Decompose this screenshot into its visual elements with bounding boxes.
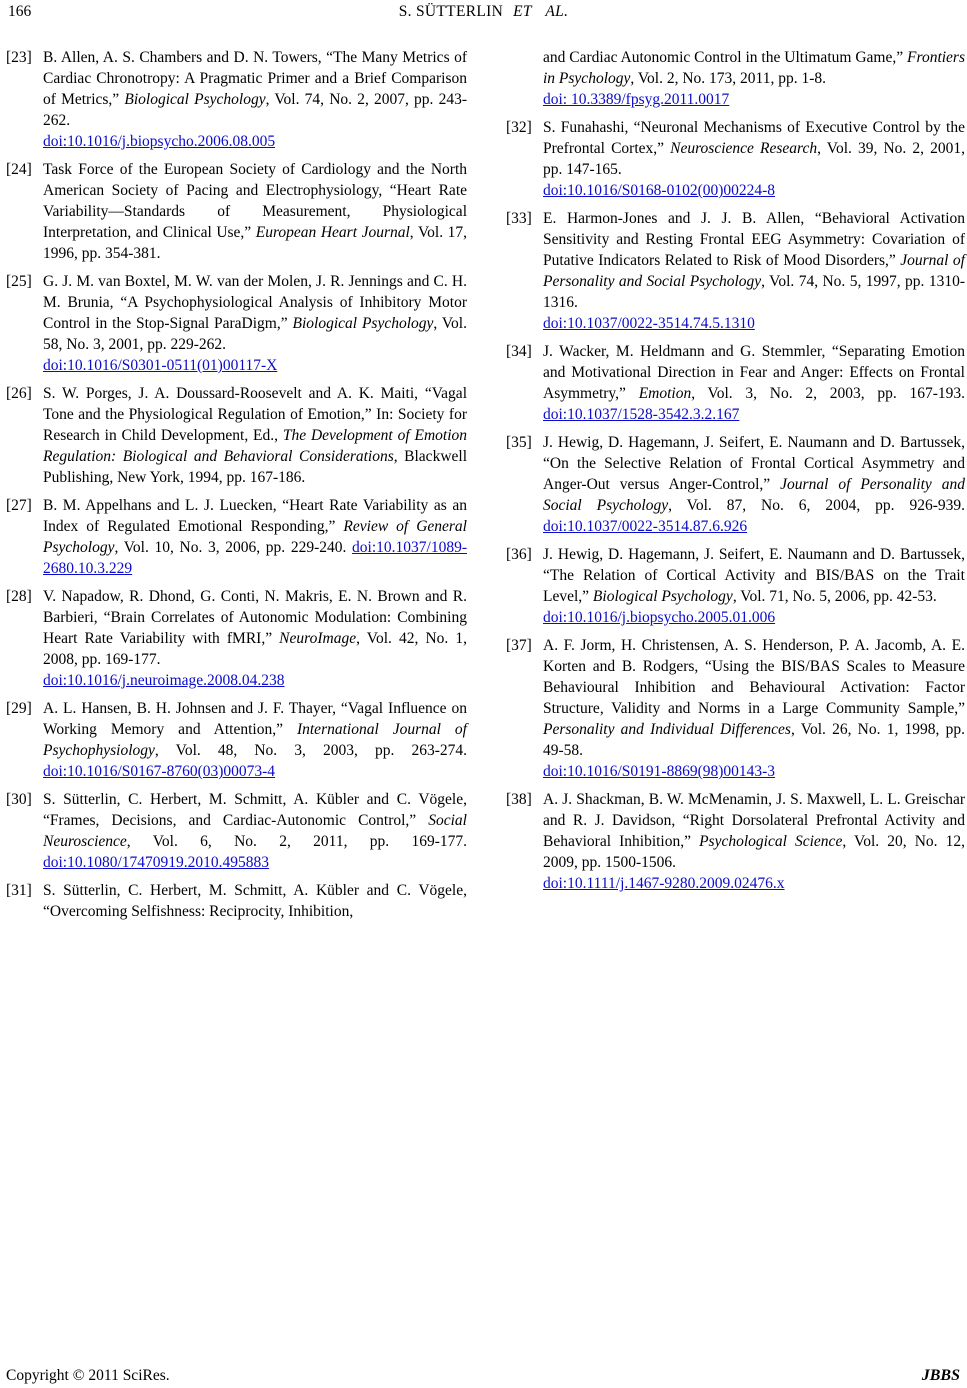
reference-item: [506, 341, 965, 425]
reference-text: [43, 880, 467, 922]
doi-link[interactable]: doi:10.1080/17470919.2010.495883: [43, 854, 270, 871]
doi-link[interactable]: doi:10.1016/S0167-8760(03)00073-4: [43, 763, 276, 780]
citation-text: , Blackwell Publishing, New York, 1994, pp. 167-186.: [43, 448, 467, 486]
running-title-et-al: ET AL.: [513, 3, 569, 20]
journal-title: NeuroImage: [279, 630, 357, 647]
reference-number: [37]: [506, 637, 532, 654]
reference-text: [543, 208, 965, 334]
citation-text: , Vol. 42, No. 1, 2008, pp. 169-177.: [43, 630, 467, 668]
reference-item: [506, 208, 965, 334]
page-header: [0, 3, 967, 23]
reference-text: [543, 117, 965, 201]
citation-text: , Vol. 6, No. 2, 2011, pp. 169-177.: [126, 833, 467, 850]
reference-number: [25]: [6, 273, 32, 290]
doi-link[interactable]: doi:10.1016/j.biopsycho.2006.08.005: [43, 133, 276, 150]
reference-item: [6, 586, 467, 691]
reference-text: [43, 159, 467, 264]
reference-item: [506, 789, 965, 894]
citation-text: A. F. Jorm, H. Christensen, A. S. Henderson, P. A. Jacomb, A. E. Korten and B. Rodgers, “Using the BIS/BAS Scales to Measure Behavioural Inhibition and Behavioural Activation: Factor Structure, Validity and Norms in a Large Community Sample,”: [543, 637, 965, 717]
citation-text: , Vol. 74, No. 2, 2007, pp. 243-262.: [43, 91, 468, 129]
reference-number: [27]: [6, 497, 32, 514]
citation-text: , Vol. 58, No. 3, 2001, pp. 229-262.: [43, 315, 467, 353]
journal-title: Personality and Individual Differences: [543, 721, 791, 738]
reference-item: [6, 495, 467, 579]
citation-text: , Vol. 10, No. 3, 2006, pp. 229-240.: [114, 539, 353, 556]
reference-item: [6, 159, 467, 264]
journal-title: Social Neuroscience: [43, 812, 467, 850]
citation-text: , Vol. 20, No. 12, 2009, pp. 1500-1506.: [543, 833, 965, 871]
reference-text: [43, 271, 467, 376]
citation-text: , Vol. 71, No. 5, 2006, pp. 42-53.: [732, 588, 937, 605]
reference-number: [23]: [6, 49, 32, 66]
reference-number: [506, 47, 543, 110]
citation-text: S. Sütterlin, C. Herbert, M. Schmitt, A. Kübler and C. Vögele, “Overcoming Selfishness: Reciprocity, Inhibition,: [43, 882, 467, 920]
journal-title: Biological Psychology: [124, 91, 266, 108]
reference-text: [543, 789, 965, 894]
journal-title: Journal of Personality and Social Psychology: [543, 476, 965, 514]
doi-link[interactable]: doi:10.1016/S0168-0102(00)00224-8: [543, 182, 776, 199]
references-column-right: [506, 47, 965, 929]
reference-text: [543, 432, 965, 537]
reference-item: [6, 698, 467, 782]
citation-text: S. Sütterlin, C. Herbert, M. Schmitt, A. Kübler and C. Vögele, “Frames, Decisions, and Cardiac-Autonomic Control,”: [43, 791, 467, 829]
journal-title: Emotion: [638, 385, 692, 402]
doi-link[interactable]: doi:10.1016/j.neuroimage.2008.04.238: [43, 672, 285, 689]
reference-text: [543, 635, 965, 782]
reference-item: [506, 117, 965, 201]
reference-text: [43, 789, 467, 873]
journal-title: Frontiers in Psychology: [543, 49, 965, 87]
reference-number: [24]: [6, 161, 32, 178]
citation-text: S. W. Porges, J. A. Doussard-Roosevelt and A. K. Maiti, “Vagal Tone and the Physiological Regulation of Emotion,” In: Society for Research in Child Development, Ed.,: [43, 385, 467, 444]
running-title-authors: S. SÜTTERLIN: [398, 3, 504, 20]
reference-text: [43, 47, 467, 152]
citation-text: A. J. Shackman, B. W. McMenamin, J. S. Maxwell, L. L. Greischar and R. J. Davidson, “Right Dorsolateral Prefrontal Activity and Behavioral Inhibition,”: [543, 791, 965, 850]
copyright-notice: Copyright © 2011 SciRes.: [6, 1367, 170, 1384]
doi-link[interactable]: doi:10.1037/1089-2680.10.3.229: [43, 539, 467, 577]
references-column-left: [6, 47, 467, 929]
references-section: [0, 47, 967, 929]
reference-item: [6, 383, 467, 488]
citation-text: , Vol. 48, No. 3, 2003, pp. 263-274.: [154, 742, 467, 759]
citation-text: E. Harmon-Jones and J. J. B. Allen, “Behavioral Activation Sensitivity and Resting Frontal EEG Asymmetry: Covariation of Putative Indicators Related to Risk of Mood Disorders,”: [543, 210, 965, 269]
journal-title: International Journal of Psychophysiology: [43, 721, 467, 759]
journal-title: Review of General Psychology: [43, 518, 467, 556]
doi-link[interactable]: doi: 10.3389/fpsyg.2011.0017: [543, 91, 730, 108]
running-title: [0, 3, 967, 21]
citation-text: , Vol. 3, No. 2, 2003, pp. 167-193.: [691, 385, 966, 402]
reference-number: [38]: [506, 791, 532, 808]
citation-text: J. Hewig, D. Hagemann, J. Seifert, E. Naumann and D. Bartussek, “The Relation of Cortical Activity and BIS/BAS on the Trait Level,”: [543, 546, 965, 605]
reference-number: [36]: [506, 546, 532, 563]
doi-link[interactable]: doi:10.1037/1528-3542.3.2.167: [543, 406, 740, 423]
reference-text: [43, 383, 467, 488]
doi-link[interactable]: doi:10.1111/j.1467-9280.2009.02476.x: [543, 875, 785, 892]
doi-link[interactable]: doi:10.1037/0022-3514.74.5.1310: [543, 315, 755, 332]
reference-item: [6, 271, 467, 376]
citation-text: B. Allen, A. S. Chambers and D. N. Towers, “The Many Metrics of Cardiac Chronotropy: A Pragmatic Primer and a Brief Comparison of Metrics,”: [43, 49, 467, 108]
citation-text: G. J. M. van Boxtel, M. W. van der Molen, J. R. Jennings and C. H. M. Brunia, “A Psychophysiological Analysis of Inhibitory Motor Control in the Stop-Signal ParaDigm,”: [43, 273, 467, 332]
citation-text: and Cardiac Autonomic Control in the Ultimatum Game,”: [543, 49, 908, 66]
citation-text: J. Hewig, D. Hagemann, J. Seifert, E. Naumann and D. Bartussek, “On the Selective Relation of Frontal Cortical Asymmetry and Anger-Out versus Anger-Control,”: [543, 434, 965, 493]
doi-link[interactable]: doi:10.1016/j.biopsycho.2005.01.006: [543, 609, 776, 626]
reference-item: [506, 544, 965, 628]
doi-link[interactable]: doi:10.1037/0022-3514.87.6.926: [543, 518, 748, 535]
citation-text: J. Wacker, M. Heldmann and G. Stemmler, “Separating Emotion and Motivational Direction in Fear and Anger: Effects on Frontal Asymmetry,”: [543, 343, 965, 402]
citation-text: , Vol. 17, 1996, pp. 354-381.: [43, 224, 467, 262]
doi-link[interactable]: doi:10.1016/S0301-0511(01)00117-X: [43, 357, 278, 374]
page-number: 166: [8, 3, 32, 20]
citation-text: , Vol. 87, No. 6, 2004, pp. 926-939.: [668, 497, 965, 514]
reference-text: [543, 341, 965, 425]
reference-number: [33]: [506, 210, 532, 227]
citation-text: A. L. Hansen, B. H. Johnsen and J. F. Thayer, “Vagal Influence on Working Memory and Attention,”: [43, 700, 467, 738]
reference-item: [6, 880, 467, 922]
reference-item: [6, 789, 467, 873]
journal-title: Biological Psychology: [592, 588, 733, 605]
reference-text: [43, 495, 467, 579]
reference-continuation: [506, 47, 965, 110]
reference-number: [28]: [6, 588, 32, 605]
citation-text: , Vol. 26, No. 1, 1998, pp. 49-58.: [543, 721, 965, 759]
page-footer: [6, 1367, 960, 1385]
doi-link[interactable]: doi:10.1016/S0191-8869(98)00143-3: [543, 763, 776, 780]
citation-text: B. M. Appelhans and L. J. Luecken, “Heart Rate Variability as an Index of Regulated Emotional Responding,”: [43, 497, 467, 535]
citation-text: , Vol. 74, No. 5, 1997, pp. 1310-1316.: [543, 273, 965, 311]
reference-number: [29]: [6, 700, 32, 717]
journal-title: Neuroscience Research: [670, 140, 818, 157]
reference-text: [43, 586, 467, 691]
reference-number: [31]: [6, 882, 32, 899]
reference-number: [30]: [6, 791, 32, 808]
reference-number: [35]: [506, 434, 532, 451]
reference-number: [32]: [506, 119, 532, 136]
journal-abbreviation: JBBS: [921, 1367, 960, 1384]
reference-text: [43, 698, 467, 782]
reference-text: [543, 544, 965, 628]
citation-text: , Vol. 39, No. 2, 2001, pp. 147-165.: [543, 140, 965, 178]
reference-item: [6, 47, 467, 152]
reference-text: [543, 47, 965, 110]
reference-item: [506, 635, 965, 782]
journal-title: Journal of Personality and Social Psychology: [543, 252, 965, 290]
citation-text: S. Funahashi, “Neuronal Mechanisms of Executive Control by the Prefrontal Cortex,”: [543, 119, 965, 157]
citation-text: , Vol. 2, No. 173, 2011, pp. 1-8.: [630, 70, 827, 87]
journal-title: European Heart Journal: [255, 224, 410, 241]
reference-number: [34]: [506, 343, 532, 360]
reference-number: [26]: [6, 385, 32, 402]
journal-title: Psychological Science: [699, 833, 843, 850]
citation-text: Task Force of the European Society of Cardiology and the North American Society of Pacing and Electrophysiology, “Heart Rate Variability—Standards of Measurement, Physiological Interpretation, and Clinical Use,”: [43, 161, 467, 241]
journal-title: The Development of Emotion Regulation: Biological and Behavioral Considerations: [43, 427, 467, 465]
citation-text: V. Napadow, R. Dhond, G. Conti, N. Makris, E. N. Brown and R. Barbieri, “Brain Correlates of Autonomic Modulation: Combining Heart Rate Variability with fMRI,”: [43, 588, 467, 647]
reference-item: [506, 432, 965, 537]
journal-title: Biological Psychology: [292, 315, 434, 332]
